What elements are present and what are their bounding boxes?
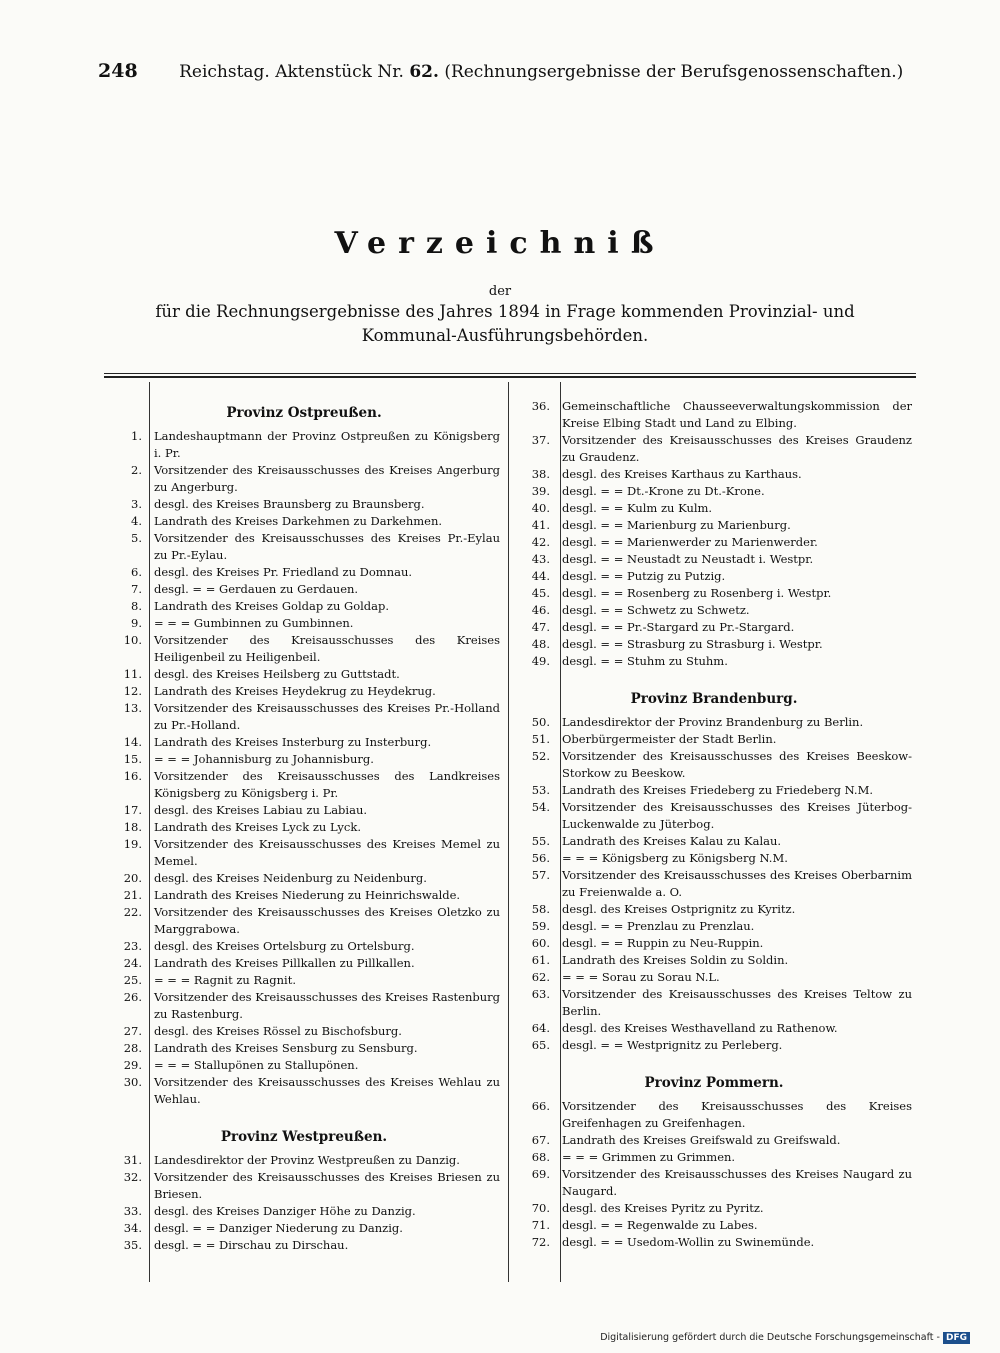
list-item (108, 1023, 500, 1040)
entry-text: desgl. des Kreises Danziger Höhe zu Danzig. (154, 1204, 416, 1218)
list-item (516, 850, 912, 867)
entry-number: 15. (123, 752, 142, 766)
entry-number: 32. (123, 1170, 142, 1184)
list-item (516, 901, 912, 918)
list-item (108, 870, 500, 887)
entry-text: desgl. des Kreises Ortelsburg zu Ortelsburg. (154, 939, 415, 953)
entry-number: 33. (123, 1204, 142, 1218)
header-subject: (Rechnungsergebnisse der Berufsgenossenschaften.) (444, 62, 904, 82)
entry-text: desgl. = = Marienwerder zu Marienwerder. (562, 535, 818, 549)
entry-number: 13. (123, 701, 142, 715)
entry-number: 62. (531, 970, 550, 984)
entry-number: 4. (131, 514, 142, 528)
list-item (108, 972, 500, 989)
entry-text: Landrath des Kreises Lyck zu Lyck. (154, 820, 361, 834)
entry-number: 35. (123, 1238, 142, 1252)
list-item (516, 918, 912, 935)
list-item (108, 734, 500, 751)
list-item (516, 714, 912, 731)
entry-text: = = = Grimmen zu Grimmen. (562, 1150, 736, 1164)
list-item (516, 551, 912, 568)
entry-number: 63. (531, 987, 550, 1001)
list-item (516, 500, 912, 517)
list-item (516, 1217, 912, 1234)
entry-number: 55. (531, 834, 550, 848)
entry-text: Oberbürgermeister der Stadt Berlin. (562, 732, 777, 746)
top-rule-thick (104, 376, 916, 378)
list-item (516, 602, 912, 619)
list-item (108, 904, 500, 938)
list-item (108, 887, 500, 904)
list-item (516, 799, 912, 833)
entry-text: Landeshauptmann der Provinz Ostpreußen zu Königsberg i. Pr. (154, 429, 500, 460)
entry-text: Vorsitzender des Kreisausschusses des Kreises Rastenburg zu Rastenburg. (154, 990, 500, 1021)
list-item (516, 585, 912, 602)
entry-number: 14. (123, 735, 142, 749)
entry-number: 5. (131, 531, 142, 545)
entry-text: desgl. = = Schwetz zu Schwetz. (562, 603, 750, 617)
entry-number: 53. (531, 783, 550, 797)
section-heading-ostpreussen: Provinz Ostpreußen. (226, 405, 382, 421)
list-item (516, 1037, 912, 1054)
entry-number: 6. (131, 565, 142, 579)
list-item (108, 1074, 500, 1108)
list-item (108, 989, 500, 1023)
entry-number: 28. (123, 1041, 142, 1055)
list-item (516, 1166, 912, 1200)
entry-text: desgl. = = Strasburg zu Strasburg i. Westpr. (562, 637, 823, 651)
entry-number: 21. (123, 888, 142, 902)
entry-text: Landrath des Kreises Sensburg zu Sensburg. (154, 1041, 418, 1055)
list-item (516, 619, 912, 636)
entry-text: desgl. = = Regenwalde zu Labes. (562, 1218, 758, 1232)
list-item (108, 751, 500, 768)
entry-text: Landesdirektor der Provinz Brandenburg zu Berlin. (562, 715, 864, 729)
entry-number: 64. (531, 1021, 550, 1035)
entry-number: 20. (123, 871, 142, 885)
entry-text: = = = Ragnit zu Ragnit. (154, 973, 296, 987)
entry-text: Landrath des Kreises Goldap zu Goldap. (154, 599, 390, 613)
entry-text: Gemeinschaftliche Chausseeverwaltungskommission der Kreise Elbing Stadt und Land zu Elbing. (562, 399, 912, 430)
entry-text: = = = Königsberg zu Königsberg N.M. (562, 851, 788, 865)
entry-number: 57. (531, 868, 550, 882)
entry-number: 56. (531, 851, 550, 865)
list-item (516, 782, 912, 799)
list-item (516, 1020, 912, 1037)
entry-text: desgl. des Kreises Heilsberg zu Guttstadt. (154, 667, 400, 681)
entry-text: Landrath des Kreises Darkehmen zu Darkehmen. (154, 514, 443, 528)
list-item (516, 952, 912, 969)
entry-text: desgl. = = Prenzlau zu Prenzlau. (562, 919, 755, 933)
entry-text: desgl. = = Putzig zu Putzig. (562, 569, 726, 583)
title-connector: der (488, 284, 512, 299)
entry-number: 46. (531, 603, 550, 617)
entry-text: Vorsitzender des Kreisausschusses des Kreises Briesen zu Briesen. (154, 1170, 500, 1201)
section-heading-westpreussen: Provinz Westpreußen. (220, 1129, 388, 1145)
entry-text: desgl. = = Kulm zu Kulm. (562, 501, 713, 515)
entry-text: desgl. = = Dt.-Krone zu Dt.-Krone. (562, 484, 765, 498)
entry-text: Landrath des Kreises Pillkallen zu Pillkallen. (154, 956, 415, 970)
list-item (108, 836, 500, 870)
entry-text: Vorsitzender des Kreisausschusses des Kreises Naugard zu Naugard. (562, 1167, 912, 1198)
entry-text: desgl. = = Neustadt zu Neustadt i. Westpr. (562, 552, 814, 566)
list-item (108, 632, 500, 666)
entry-number: 68. (531, 1150, 550, 1164)
list-item (516, 1200, 912, 1217)
entry-text: desgl. des Kreises Karthaus zu Karthaus. (562, 467, 802, 481)
entry-number: 10. (123, 633, 142, 647)
entry-text: Landrath des Kreises Kalau zu Kalau. (562, 834, 782, 848)
left-column (108, 398, 500, 1254)
entry-text: Landrath des Kreises Niederung zu Heinrichswalde. (154, 888, 461, 902)
entry-number: 36. (531, 399, 550, 413)
list-item (108, 564, 500, 581)
header-number: 62. (409, 62, 439, 82)
entry-number: 65. (531, 1038, 550, 1052)
entry-text: desgl. des Kreises Braunsberg zu Braunsberg. (154, 497, 425, 511)
entry-text: Vorsitzender des Kreisausschusses des Kreises Oberbarnim zu Freienwalde a. O. (562, 868, 912, 899)
list-item (108, 530, 500, 564)
entry-number: 26. (123, 990, 142, 1004)
entry-number: 9. (131, 616, 142, 630)
entry-text: = = = Stallupönen zu Stallupönen. (154, 1058, 359, 1072)
page-header (98, 60, 904, 82)
entry-text: Vorsitzender des Kreisausschusses des Kreises Greifenhagen zu Greifenhagen. (562, 1099, 912, 1130)
entry-number: 54. (531, 800, 550, 814)
entry-number: 52. (531, 749, 550, 763)
entry-text: Vorsitzender des Kreisausschusses des Kreises Oletzko zu Marggrabowa. (154, 905, 500, 936)
list-item (516, 1132, 912, 1149)
entry-text: desgl. des Kreises Westhavelland zu Rathenow. (562, 1021, 838, 1035)
entry-text: Vorsitzender des Kreisausschusses des Kreises Wehlau zu Wehlau. (154, 1075, 500, 1106)
section-heading-brandenburg: Provinz Brandenburg. (630, 691, 798, 707)
list-item (108, 462, 500, 496)
section-heading-pommern: Provinz Pommern. (644, 1075, 784, 1091)
entry-number: 59. (531, 919, 550, 933)
list-item (108, 1220, 500, 1237)
list-item (516, 1098, 912, 1132)
entry-number: 60. (531, 936, 550, 950)
entry-list-brandenburg (516, 714, 912, 1054)
list-item (516, 867, 912, 901)
list-item (516, 568, 912, 585)
list-item (108, 768, 500, 802)
list-item (108, 581, 500, 598)
list-item (516, 517, 912, 534)
entry-number: 39. (531, 484, 550, 498)
entry-text: desgl. = = Danziger Niederung zu Danzig. (154, 1221, 403, 1235)
list-item (108, 666, 500, 683)
entry-text: Vorsitzender des Kreisausschusses des Kreises Pr.-Eylau zu Pr.-Eylau. (154, 531, 500, 562)
entry-number: 25. (123, 973, 142, 987)
entry-number: 71. (531, 1218, 550, 1232)
header-text: Reichstag. Aktenstück Nr. (179, 62, 404, 82)
entry-number: 48. (531, 637, 550, 651)
document-subtitle: für die Rechnungsergebnisse des Jahres 1894 in Frage kommenden Provinzial- und Kommunal-Ausführungsbehörden. (155, 302, 855, 345)
entry-text: Landrath des Kreises Friedeberg zu Friedeberg N.M. (562, 783, 874, 797)
entry-number: 1. (131, 429, 142, 443)
entry-number: 58. (531, 902, 550, 916)
entry-text: Vorsitzender des Kreisausschusses des Kreises Graudenz zu Graudenz. (562, 433, 912, 464)
entry-text: desgl. = = Westprignitz zu Perleberg. (562, 1038, 783, 1052)
list-item (108, 428, 500, 462)
entry-text: desgl. = = Pr.-Stargard zu Pr.-Stargard. (562, 620, 795, 634)
entry-number: 37. (531, 433, 550, 447)
entry-text: Landrath des Kreises Greifswald zu Greifswald. (562, 1133, 841, 1147)
entry-text: Vorsitzender des Kreisausschusses des Kreises Memel zu Memel. (154, 837, 500, 868)
list-item (516, 534, 912, 551)
entry-number: 18. (123, 820, 142, 834)
entry-number: 38. (531, 467, 550, 481)
list-item (516, 653, 912, 670)
entry-number: 30. (123, 1075, 142, 1089)
entry-number: 43. (531, 552, 550, 566)
list-item (108, 1203, 500, 1220)
entry-text: Landesdirektor der Provinz Westpreußen zu Danzig. (154, 1153, 460, 1167)
entry-number: 16. (123, 769, 142, 783)
entry-text: Landrath des Kreises Heydekrug zu Heydekrug. (154, 684, 436, 698)
list-item (516, 969, 912, 986)
entry-text: = = = Johannisburg zu Johannisburg. (154, 752, 374, 766)
entry-text: desgl. des Kreises Pr. Friedland zu Domnau. (154, 565, 413, 579)
list-item (108, 513, 500, 530)
list-item (516, 398, 912, 432)
entry-list-westpreussen-continued (516, 398, 912, 670)
entry-number: 61. (531, 953, 550, 967)
column-divider (508, 382, 509, 1282)
entry-text: desgl. = = Gerdauen zu Gerdauen. (154, 582, 359, 596)
list-item (108, 819, 500, 836)
entry-text: desgl. = = Marienburg zu Marienburg. (562, 518, 791, 532)
entry-text: desgl. = = Ruppin zu Neu-Ruppin. (562, 936, 764, 950)
entry-number: 7. (131, 582, 142, 596)
list-item (516, 731, 912, 748)
entry-text: = = = Gumbinnen zu Gumbinnen. (154, 616, 354, 630)
entry-number: 51. (531, 732, 550, 746)
entry-number: 72. (531, 1235, 550, 1249)
entry-text: desgl. = = Stuhm zu Stuhm. (562, 654, 728, 668)
entry-number: 29. (123, 1058, 142, 1072)
entry-number: 19. (123, 837, 142, 851)
entry-list-ostpreussen (108, 428, 500, 1108)
list-item (108, 1237, 500, 1254)
entry-text: desgl. = = Rosenberg zu Rosenberg i. Westpr. (562, 586, 832, 600)
list-item (108, 1152, 500, 1169)
entry-text: desgl. des Kreises Neidenburg zu Neidenburg. (154, 871, 427, 885)
entry-number: 24. (123, 956, 142, 970)
entry-number: 66. (531, 1099, 550, 1113)
entry-text: desgl. = = Usedom-Wollin zu Swinemünde. (562, 1235, 815, 1249)
entry-text: desgl. des Kreises Pyritz zu Pyritz. (562, 1201, 764, 1215)
list-item (108, 1040, 500, 1057)
entry-number: 69. (531, 1167, 550, 1181)
entry-number: 22. (123, 905, 142, 919)
entry-number: 31. (123, 1153, 142, 1167)
entry-text: desgl. des Kreises Labiau zu Labiau. (154, 803, 368, 817)
top-rule (104, 373, 916, 374)
list-item (108, 700, 500, 734)
list-item (516, 466, 912, 483)
entry-text: Vorsitzender des Kreisausschusses des Kreises Jüterbog-Luckenwalde zu Jüterbog. (562, 800, 912, 831)
entry-number: 47. (531, 620, 550, 634)
entry-number: 42. (531, 535, 550, 549)
entry-list-westpreussen (108, 1152, 500, 1254)
entry-text: Vorsitzender des Kreisausschusses des Kreises Beeskow-Storkow zu Beeskow. (562, 749, 912, 780)
list-item (516, 986, 912, 1020)
entry-text: Vorsitzender des Kreisausschusses des Kreises Heiligenbeil zu Heiligenbeil. (154, 633, 500, 664)
entry-number: 49. (531, 654, 550, 668)
entry-number: 34. (123, 1221, 142, 1235)
entry-number: 2. (131, 463, 142, 477)
list-item (516, 636, 912, 653)
list-item (516, 833, 912, 850)
entry-number: 8. (131, 599, 142, 613)
entry-number: 44. (531, 569, 550, 583)
list-item (108, 683, 500, 700)
entry-number: 23. (123, 939, 142, 953)
list-item (516, 432, 912, 466)
entry-number: 45. (531, 586, 550, 600)
list-item (108, 938, 500, 955)
footer-text: Digitalisierung gefördert durch die Deutsche Forschungsgemeinschaft - (600, 1332, 940, 1343)
entry-text: = = = Sorau zu Sorau N.L. (562, 970, 720, 984)
entry-text: desgl. = = Dirschau zu Dirschau. (154, 1238, 349, 1252)
entry-text: Vorsitzender des Kreisausschusses des Kreises Angerburg zu Angerburg. (154, 463, 500, 494)
list-item (108, 1169, 500, 1203)
entry-text: Landrath des Kreises Soldin zu Soldin. (562, 953, 789, 967)
entry-number: 17. (123, 803, 142, 817)
list-item (516, 1234, 912, 1251)
list-item (108, 598, 500, 615)
list-item (108, 802, 500, 819)
page-number: 248 (98, 60, 138, 82)
list-item (108, 955, 500, 972)
entry-list-pommern (516, 1098, 912, 1251)
entry-number: 41. (531, 518, 550, 532)
list-item (516, 748, 912, 782)
document-title: Verzeichniß (334, 226, 666, 261)
list-item (108, 615, 500, 632)
entry-text: Vorsitzender des Kreisausschusses des Kreises Pr.-Holland zu Pr.-Holland. (154, 701, 500, 732)
entry-text: Vorsitzender des Kreisausschusses des Landkreises Königsberg zu Königsberg i. Pr. (154, 769, 500, 800)
footer-credit (600, 1332, 970, 1343)
entry-number: 27. (123, 1024, 142, 1038)
right-column (516, 398, 912, 1251)
list-item (108, 1057, 500, 1074)
entry-number: 12. (123, 684, 142, 698)
entry-number: 50. (531, 715, 550, 729)
dfg-logo: DFG (943, 1332, 970, 1344)
entry-number: 11. (123, 667, 142, 681)
entry-text: Landrath des Kreises Insterburg zu Insterburg. (154, 735, 432, 749)
entry-text: Vorsitzender des Kreisausschusses des Kreises Teltow zu Berlin. (562, 987, 912, 1018)
entry-text: desgl. des Kreises Rössel zu Bischofsburg. (154, 1024, 402, 1038)
entry-number: 40. (531, 501, 550, 515)
list-item (516, 1149, 912, 1166)
list-item (516, 483, 912, 500)
list-item (108, 496, 500, 513)
entry-number: 67. (531, 1133, 550, 1147)
entry-number: 3. (131, 497, 142, 511)
entry-text: desgl. des Kreises Ostprignitz zu Kyritz. (562, 902, 796, 916)
entry-number: 70. (531, 1201, 550, 1215)
list-item (516, 935, 912, 952)
